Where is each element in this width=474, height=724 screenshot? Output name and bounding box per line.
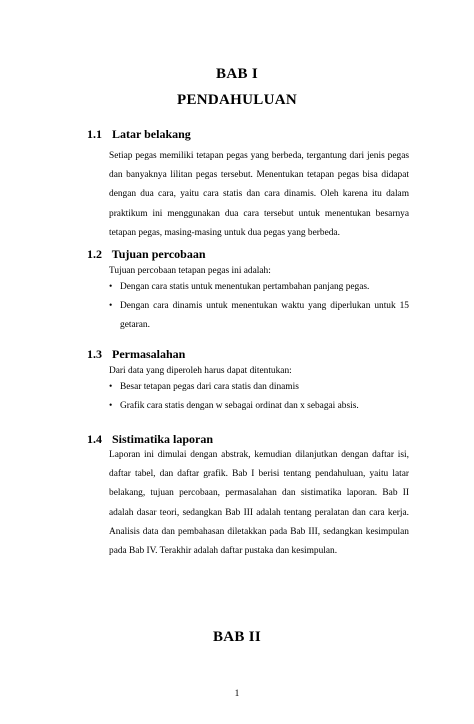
chapter-number: BAB I (216, 66, 258, 82)
page-number: 1 (234, 689, 240, 699)
section-paragraph-latar-belakang: Setiap pegas memiliki tetapan pegas yang berbeda, tergantung dari jenis pegas dan banyaknya lilitan pegas tersebut. Menentukan tetapan pegas bisa didapat dengan dua cara, yaitu cara statis dan cara dinamis. Oleh karena itu dalam praktikum ini menggunakan dua cara tersebut untuk menentukan besarnya tetapan pegas, masing-masing untuk dua pegas yang berbeda. (109, 151, 409, 238)
section-number: 1.4 (87, 432, 102, 446)
section-heading-sistimatika-laporan (87, 432, 213, 447)
bullet-icon: • (109, 401, 113, 411)
list-item (109, 278, 409, 297)
section-title: Tujuan percobaan (111, 247, 206, 261)
chapter-title: PENDAHULUAN (177, 92, 297, 108)
list-item-text: Besar tetapan pegas dari cara statis dan dinamis (120, 382, 299, 392)
section-paragraph-sistimatika: Laporan ini dimulai dengan abstrak, kemudian dilanjutkan dengan daftar isi, daftar tabel, dan daftar grafik. Bab I berisi tentang pendahuluan, yaitu latar belakang, tujuan percobaan, permasalahan dan sistimatika laporan. Bab II adalah dasar teori, sedangkan Bab III adalah tentang peralatan dan cara kerja. Analisis data dan pembahasan diletakkan pada Bab III, sedangkan kesimpulan pada Bab IV. Terakhir adalah daftar pustaka dan kesimpulan. (109, 450, 409, 557)
section-title: Latar belakang (112, 127, 191, 141)
section-heading-permasalahan (87, 347, 185, 362)
list-item (109, 378, 409, 397)
list-item-text: Grafik cara statis dengan w sebagai ordinat dan x sebagai absis. (120, 401, 359, 411)
section-title: Sistimatika laporan (112, 432, 214, 446)
list-item (109, 297, 409, 335)
section-intro-permasalahan: Dari data yang diperoleh harus dapat ditentukan: (109, 366, 292, 376)
section-heading-latar-belakang (87, 127, 191, 142)
bullet-icon: • (109, 301, 113, 311)
section-intro-tujuan: Tujuan percobaan tetapan pegas ini adalah: (109, 266, 271, 276)
list-item (109, 397, 409, 416)
section-heading-tujuan-percobaan (87, 247, 206, 262)
list-item-text: Dengan cara dinamis untuk menentukan waktu yang diperlukan untuk 15 getaran. (120, 301, 409, 331)
section-title: Permasalahan (112, 347, 186, 361)
list-item-text: Dengan cara statis untuk menentukan pertambahan panjang pegas. (120, 282, 370, 292)
section-number: 1.3 (87, 347, 102, 361)
next-chapter-heading: BAB II (212, 629, 262, 645)
section-number: 1.1 (87, 127, 102, 141)
bullet-icon: • (109, 282, 113, 292)
section-number: 1.2 (87, 247, 102, 261)
bullet-icon: • (109, 382, 113, 392)
